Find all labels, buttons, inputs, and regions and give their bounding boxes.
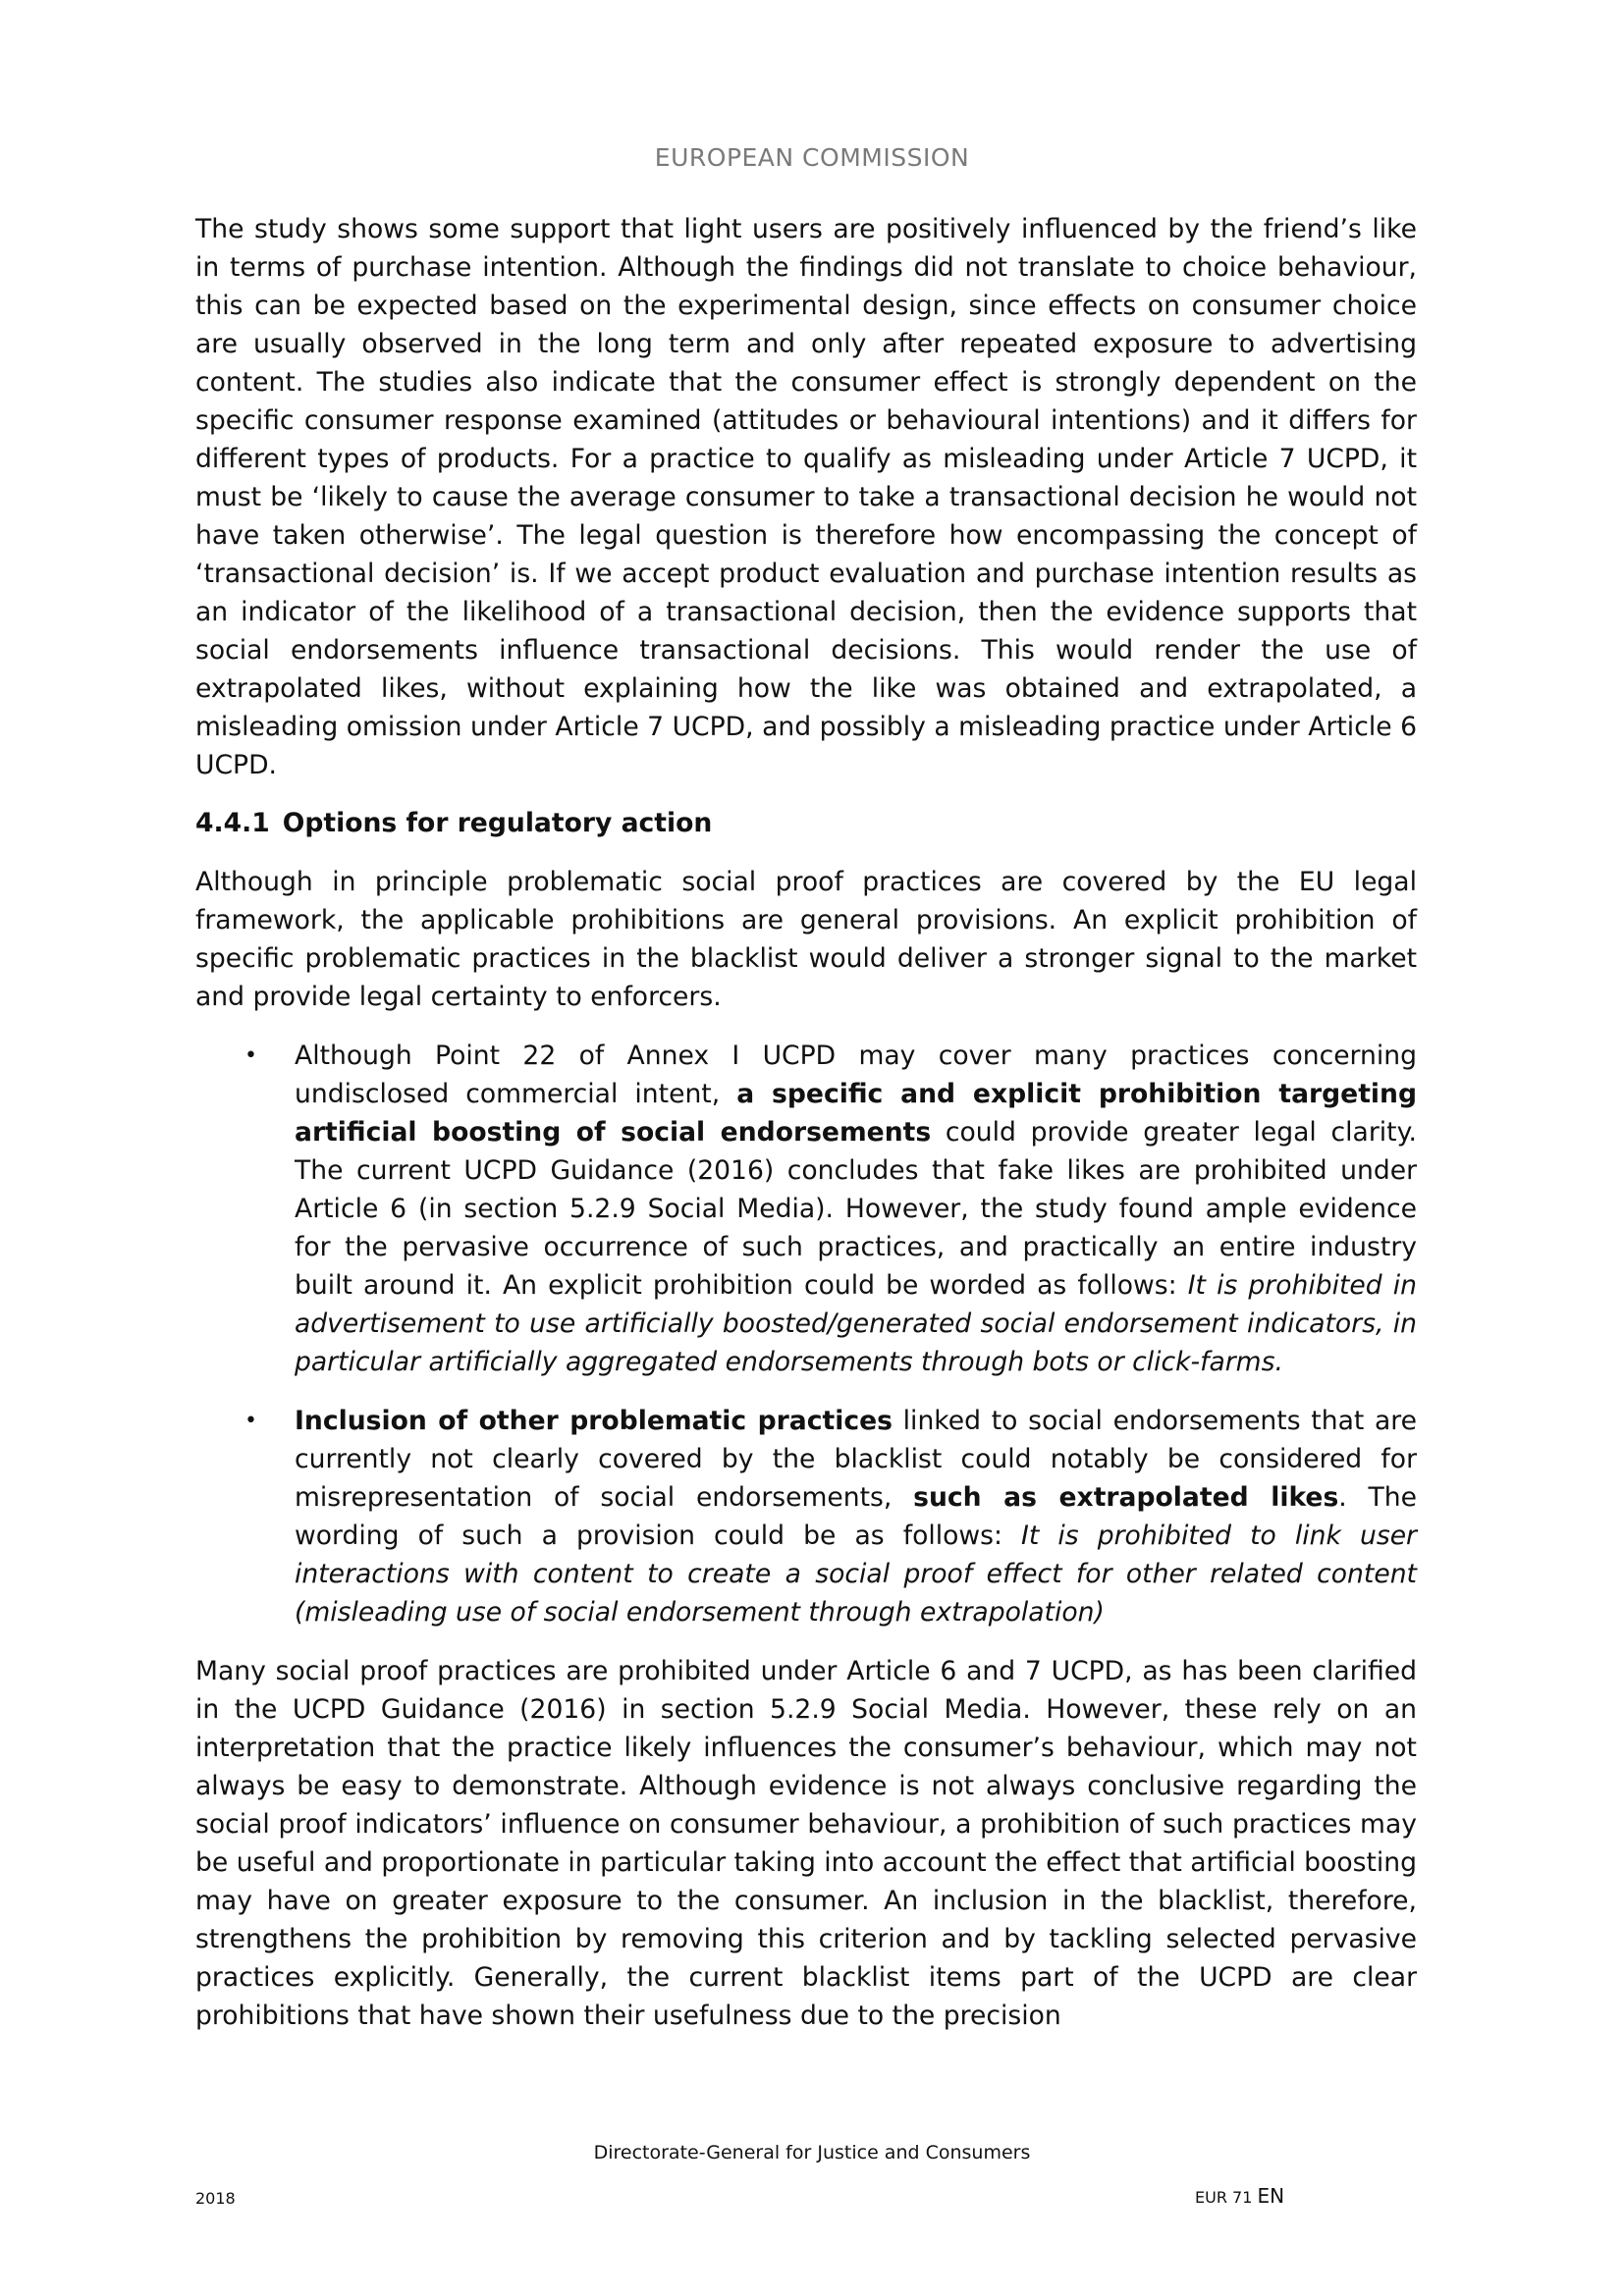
bullet-text: Although Point 22 of Annex I UCPD may cover many practices concerning undisclosed commercial intent, (295, 1041, 1417, 1109)
bullet-bold-text: Inclusion of other problematic practices (295, 1406, 893, 1436)
section-title: Options for regulatory action (282, 808, 713, 838)
section-number: 4.4.1 (195, 808, 270, 838)
section-heading (195, 804, 1417, 842)
bullet-bold-text: such as extrapolated likes (913, 1482, 1339, 1513)
page-content (195, 210, 1417, 2035)
footer-directorate: Directorate-General for Justice and Consumers (593, 2142, 1031, 2163)
bullet-italic-text: It is prohibited in advertisement to use artificially boosted/generated social endorsement indicators, in particular artificially aggregated endorsements through bots or click-farms. (295, 1270, 1417, 1377)
footer-year: 2018 (195, 2189, 236, 2208)
bullet-bold-text: a specific and explicit prohibition targeting artificial boosting of social endorsements (295, 1079, 1417, 1148)
bullet-item (195, 1037, 1417, 1381)
footer-reference (1195, 2184, 1284, 2208)
footer-language: EN (1257, 2184, 1285, 2208)
bullet-text: . The wording of such a provision could be as follows: (295, 1482, 1417, 1551)
bullet-item (195, 1402, 1417, 1631)
bullet-icon: • (244, 1043, 257, 1068)
bullet-text: linked to social endorsements that are currently not clearly covered by the blacklist could notably be considered for misrepresentation of social endorsements, (295, 1406, 1418, 1513)
body-paragraph: Many social proof practices are prohibited under Article 6 and 7 UCPD, as has been clarified in the UCPD Guidance (2016) in section 5.2.9 Social Media. However, these rely on an interpretation that the practice likely influences the consumer’s behaviour, which may not always be easy to demonstrate. Although evidence is not always conclusive regarding the social proof indicators’ influence on consumer behaviour, a prohibition of such practices may be useful and proportionate in particular taking into account the effect that artificial boosting may have on greater exposure to the consumer. An inclusion in the blacklist, therefore, strengthens the prohibition by removing this criterion and by tackling selected pervasive practices explicitly. Generally, the current blacklist items part of the UCPD are clear prohibitions that have shown their usefulness due to the precision (195, 1656, 1417, 2031)
bullet-italic-text: It is prohibited to link user interactions with content to create a social proof effect for other related content (misleading use of social endorsement through extrapolation) (295, 1521, 1417, 1628)
bullet-icon: • (244, 1409, 257, 1433)
body-paragraph: The study shows some support that light users are positively influenced by the friend’s like in terms of purchase intention. Although the findings did not translate to choice behaviour, this can be expected based on the experimental design, since effects on consumer choice are usually observed in the long term and only after repeated exposure to advertising content. The studies also indicate that the consumer effect is strongly dependent on the specific consumer response examined (attitudes or behavioural intentions) and it differs for different types of products. For a practice to qualify as misleading under Article 7 UCPD, it must be ‘likely to cause the average consumer to take a transactional decision he would not have taken otherwise’. The legal question is therefore how encompassing the concept of ‘transactional decision’ is. If we accept product evaluation and purchase intention results as an indicator of the likelihood of a transactional decision, then the evidence supports that social endorsements influence transactional decisions. This would render the use of extrapolated likes, without explaining how the like was obtained and extrapolated, a misleading omission under Article 7 UCPD, and possibly a misleading practice under Article 6 UCPD. (195, 214, 1417, 780)
footer-reference-number: EUR 71 (1195, 2188, 1253, 2207)
bullet-text: could provide greater legal clarity. The current UCPD Guidance (2016) concludes that fake likes are prohibited under Article 6 (in section 5.2.9 Social Media). However, the study found ample evidence for the pervasive occurrence of such practices, and practically an entire industry built around it. An explicit prohibition could be worded as follows: (295, 1117, 1417, 1301)
body-paragraph: Although in principle problematic social proof practices are covered by the EU legal framework, the applicable prohibitions are general provisions. An explicit prohibition of specific problematic practices in the blacklist would deliver a stronger signal to the market and provide legal certainty to enforcers. (195, 867, 1417, 1012)
bullet-list (195, 1037, 1417, 1631)
page-header: EUROPEAN COMMISSION (654, 143, 970, 172)
